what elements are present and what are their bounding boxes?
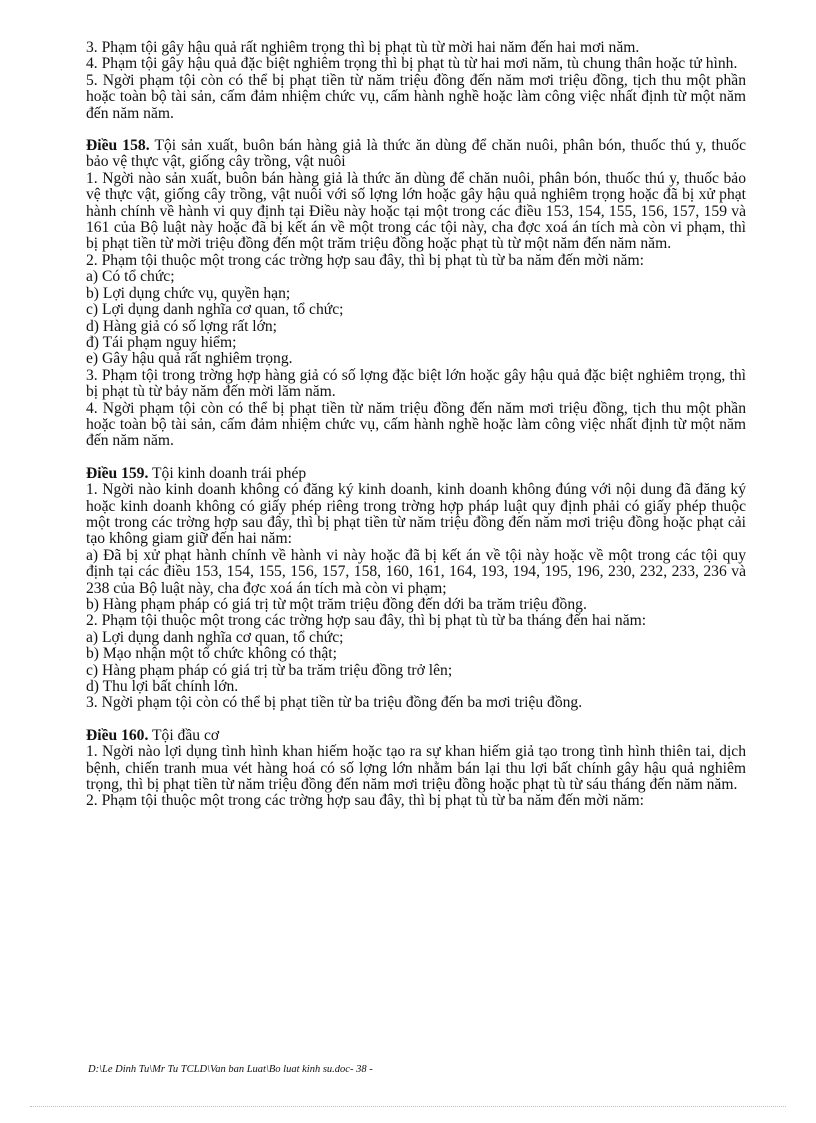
article-160 (86, 728, 746, 810)
article-title: Tội đầu cơ (152, 726, 220, 744)
paragraph: 2. Phạm tội thuộc một trong các trờng hợp sau đây, thì bị phạt tù từ ba năm đến mời năm: (86, 792, 644, 810)
page-divider (30, 1106, 786, 1107)
list-item: a) Đã bị xử phạt hành chính về hành vi này hoặc đã bị kết án về tội này hoặc về một trong các tội quy định tại các điều 153, 154, 155, 156, 157, 158, 160, 161, 164, 193, 194, 195, 196, 230, 232, 233, 236 và 238 của Bộ luật này, cha đợc xoá án tích mà còn vi phạm; (86, 546, 746, 597)
article-title: Tội sản xuất, buôn bán hàng giả là thức ăn dùng để chăn nuôi, phân bón, thuốc thú y, thuốc bảo vệ thực vật, giống cây trồng, vật nuôi (86, 137, 746, 171)
article-number: Điều 160. (86, 726, 149, 744)
list-item: d) Thu lợi bất chính lớn. (86, 678, 239, 696)
paragraph: 1. Ngời nào kinh doanh không có đăng ký kinh doanh, kinh doanh không đúng với nội dung đã đăng ký hoặc kinh doanh không có giấy phép riêng trong trờng hợp pháp luật quy định phải có giấy phép thuộc một trong các trờng hợp sau đây, thì bị phạt tiền từ năm triệu đồng đến năm mơi triệu đồng hoặc phạt cải tạo không giam giữ đến hai năm: (86, 481, 746, 548)
paragraph: 4. Phạm tội gây hậu quả đặc biệt nghiêm trọng thì bị phạt tù từ hai mơi năm, tù chung thân hoặc tử hình. (86, 55, 738, 73)
intro-section (86, 40, 746, 122)
article-159 (86, 466, 746, 712)
list-item: d) Hàng giả có số lợng rất lớn; (86, 317, 278, 335)
paragraph: 5. Ngời phạm tội còn có thể bị phạt tiền từ năm triệu đồng đến năm mơi triệu đồng, tịch thu một phần hoặc toàn bộ tài sản, cấm đảm nhiệm chức vụ, cấm hành nghề hoặc làm công việc nhất định từ một năm đến năm năm. (86, 71, 746, 122)
document-page (86, 40, 746, 810)
paragraph: 4. Ngời phạm tội còn có thể bị phạt tiền từ năm triệu đồng đến năm mơi triệu đồng, tịch thu một phần hoặc toàn bộ tài sản, cấm đảm nhiệm chức vụ, cấm hành nghề hoặc làm công việc nhất định từ một năm đến năm năm. (86, 399, 746, 450)
list-item: c) Lợi dụng danh nghĩa cơ quan, tổ chức; (86, 301, 344, 319)
article-heading (86, 138, 746, 171)
article-number: Điều 158. (86, 137, 150, 155)
paragraph: 3. Phạm tội trong trờng hợp hàng giả có số lợng đặc biệt lớn hoặc gây hậu quả đặc biệt nghiêm trọng, thì bị phạt tù từ bảy năm đến mời lăm năm. (86, 366, 746, 401)
paragraph: 3. Ngời phạm tội còn có thể bị phạt tiền từ ba triệu đồng đến ba mơi triệu đồng. (86, 694, 583, 712)
paragraph: 1. Ngời nào lợi dụng tình hình khan hiếm hoặc tạo ra sự khan hiếm giả tạo trong tình hình thiên tai, dịch bệnh, chiến tranh mua vét hàng hoá có số lợng lớn nhằm bán lại thu lợi bất chính gây hậu quả nghiêm trọng, thì bị phạt tiền từ năm triệu đồng đến năm mơi triệu đồng hoặc phạt tù từ sáu tháng đến năm năm. (86, 743, 746, 794)
list-item: a) Có tổ chức; (86, 268, 175, 286)
list-item: e) Gây hậu quả rất nghiêm trọng. (86, 350, 293, 368)
article-158 (86, 138, 746, 450)
paragraph: 2. Phạm tội thuộc một trong các trờng hợp sau đây, thì bị phạt tù từ ba tháng đến hai năm: (86, 612, 647, 630)
paragraph: 2. Phạm tội thuộc một trong các trờng hợp sau đây, thì bị phạt tù từ ba năm đến mời năm: (86, 251, 644, 269)
list-item: a) Lợi dụng danh nghĩa cơ quan, tổ chức; (86, 628, 344, 646)
paragraph: 1. Ngời nào sản xuất, buôn bán hàng giả là thức ăn dùng để chăn nuôi, phân bón, thuốc thú y, thuốc bảo vệ thực vật, giống cây trồng, vật nuôi với số lợng lớn hoặc gây hậu quả nghiêm trọng hoặc đã bị xử phạt hành chính về hành vi quy định tại Điều này hoặc tại một trong các điều 153, 154, 155, 156, 157, 159 và 161 của Bộ luật này hoặc đã bị kết án về một trong các tội này, cha đợc xoá án tích mà còn vi phạm, thì bị phạt tiền từ mời triệu đồng đến một trăm triệu đồng hoặc phạt tù từ một năm đến năm năm. (86, 169, 746, 253)
article-title: Tội kinh doanh trái phép (152, 464, 307, 482)
document-footer-path: D:\Le Dinh Tu\Mr Tu TCLD\Van ban Luat\Bo luat kinh su.doc- 38 - (88, 1064, 373, 1075)
list-item: b) Lợi dụng chức vụ, quyền hạn; (86, 284, 291, 302)
list-item: c) Hàng phạm pháp có giá trị từ ba trăm triệu đồng trở lên; (86, 661, 453, 679)
article-heading (86, 728, 746, 744)
article-number: Điều 159. (86, 464, 149, 482)
list-item: b) Hàng phạm pháp có giá trị từ một trăm triệu đồng đến dới ba trăm triệu đồng. (86, 596, 587, 613)
list-item: b) Mạo nhận một tổ chức không có thật; (86, 645, 337, 663)
paragraph: 3. Phạm tội gây hậu quả rất nghiêm trọng thì bị phạt tù từ mời hai năm đến hai mơi năm. (86, 39, 640, 56)
list-item: đ) Tái phạm nguy hiểm; (86, 333, 237, 351)
article-heading (86, 466, 746, 482)
